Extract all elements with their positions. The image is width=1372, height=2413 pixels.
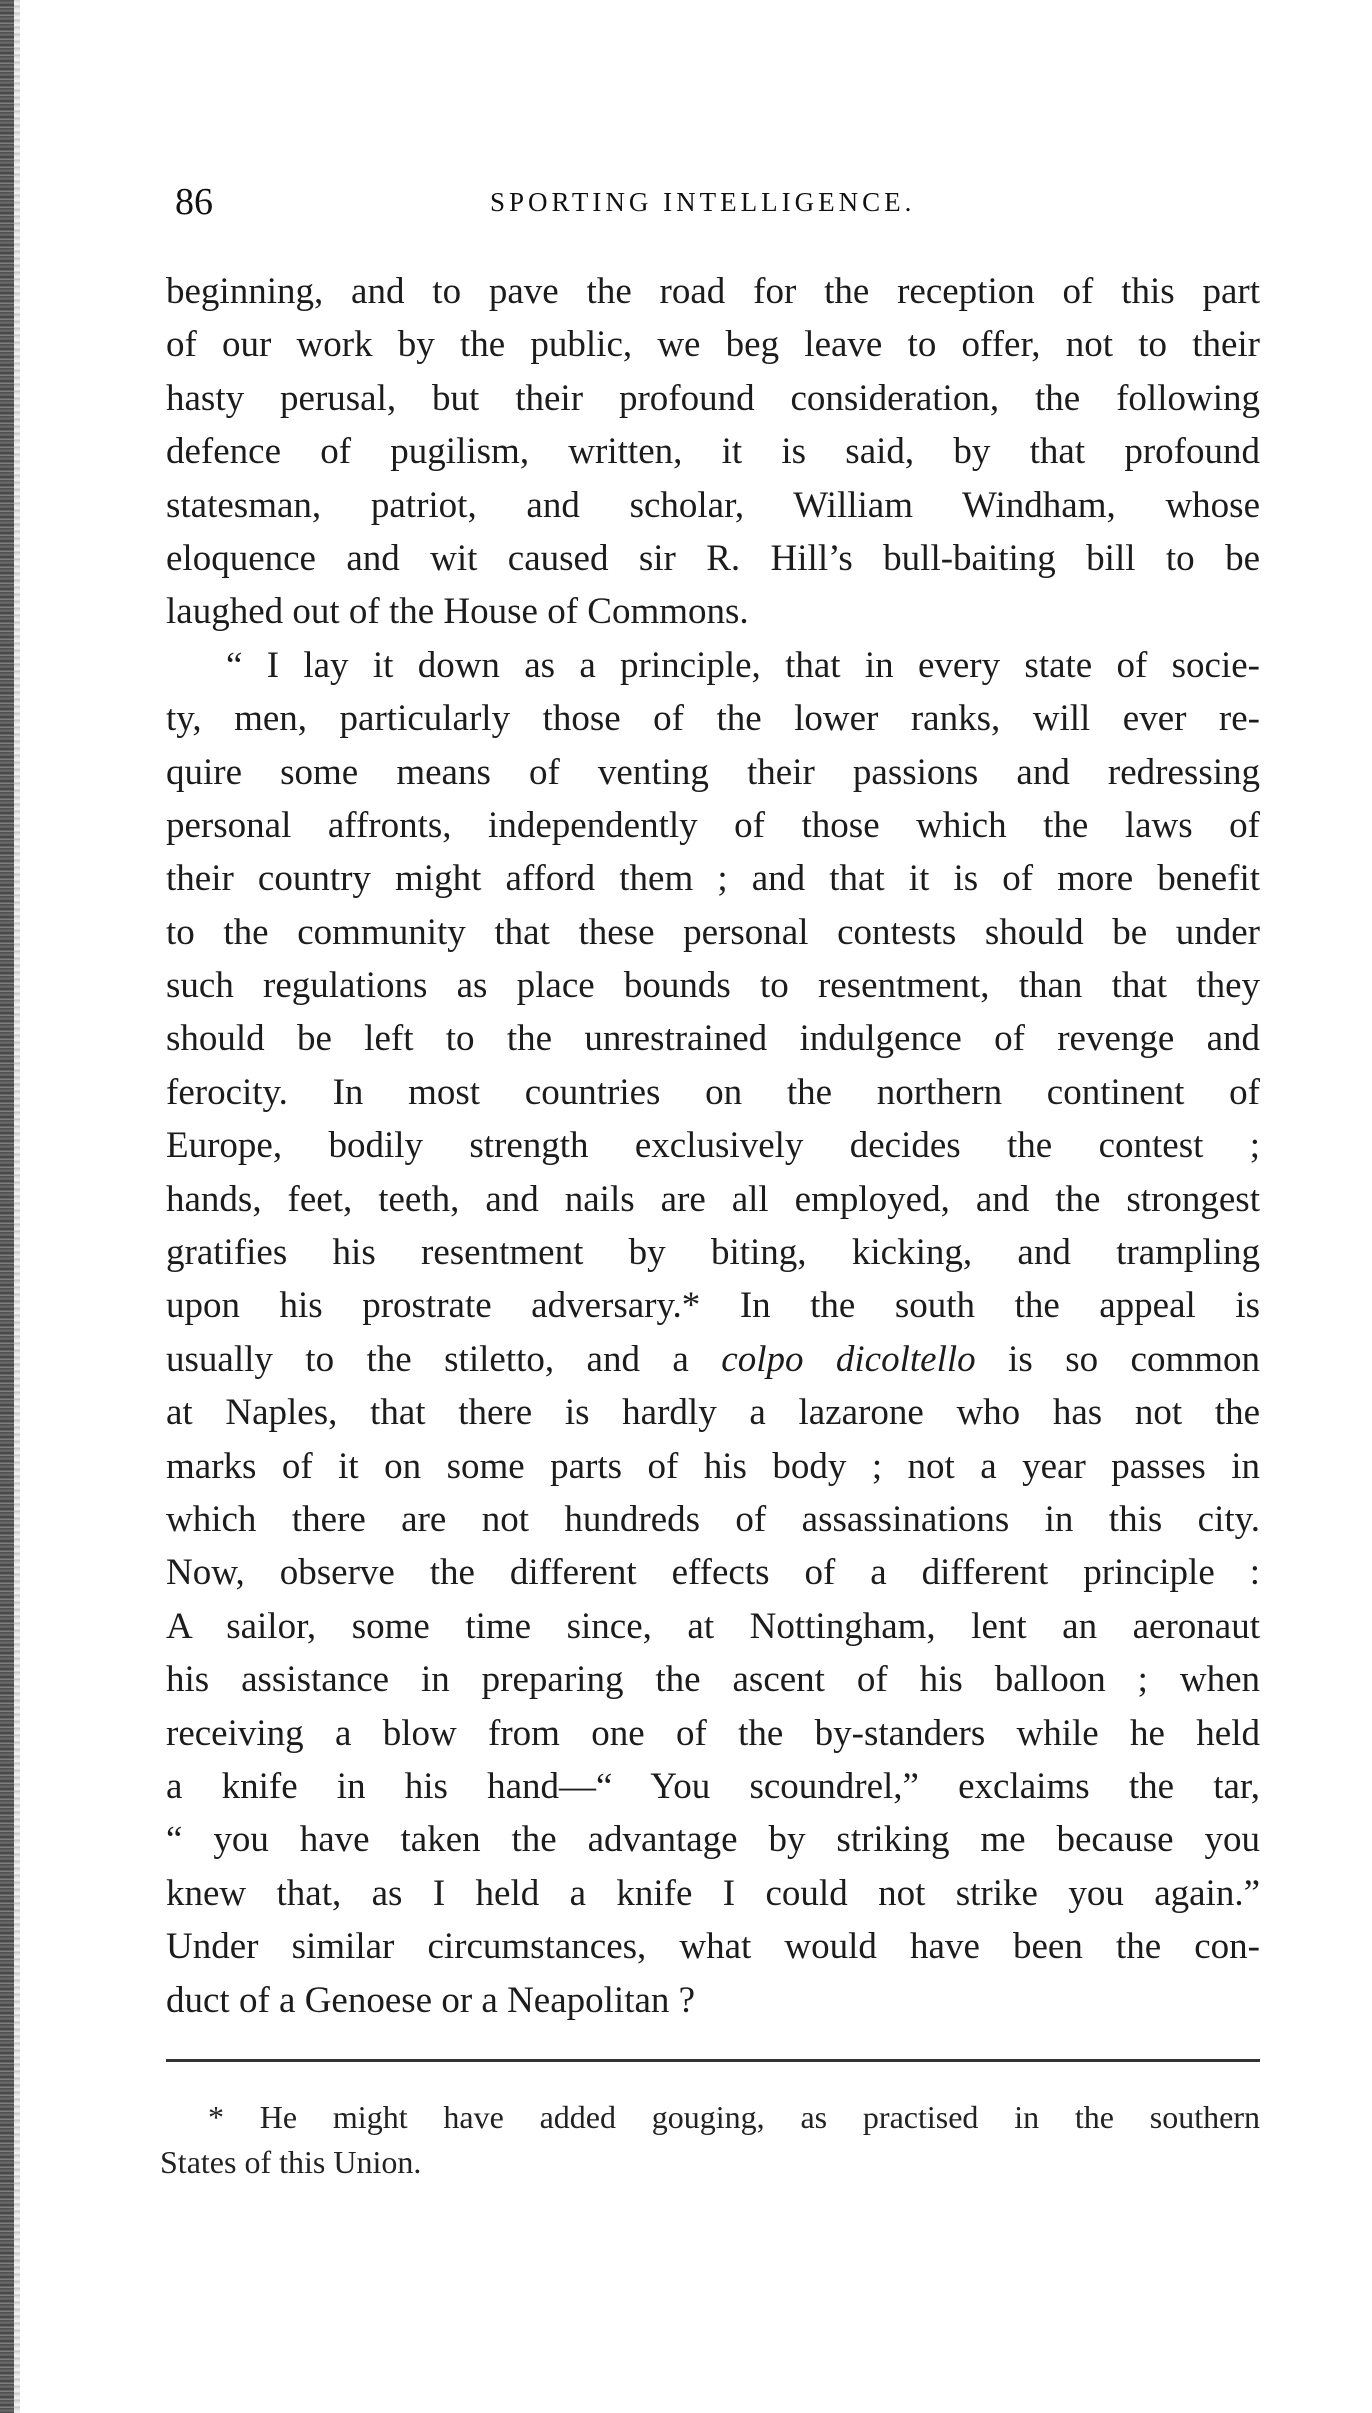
- text-line: gratifies his resentment by biting, kicking, and trampling: [166, 1232, 1260, 1274]
- text-line: “ you have taken the advantage by striking me because you: [166, 1819, 1260, 1861]
- text-line: duct of a Genoese or a Neapolitan ?: [166, 1979, 696, 2021]
- text-line: his assistance in preparing the ascent of his balloon ; when: [166, 1659, 1260, 1701]
- text-line: at Naples, that there is hardly a lazarone who has not the: [166, 1392, 1260, 1434]
- text-line: their country might afford them ; and that it is of more benefit: [166, 858, 1260, 900]
- page-number: 86: [175, 181, 213, 223]
- book-spine-edge: [0, 0, 14, 2413]
- text-line: defence of pugilism, written, it is said, by that profound: [166, 431, 1260, 473]
- text-line: hasty perusal, but their profound consideration, the following: [166, 377, 1260, 419]
- footnote-divider: [166, 2059, 1260, 2062]
- text-line: receiving a blow from one of the by-standers while he held: [166, 1712, 1260, 1754]
- text-line: hands, feet, teeth, and nails are all employed, and the strongest: [166, 1178, 1260, 1220]
- text-line: marks of it on some parts of his body ; not a year passes in: [166, 1445, 1260, 1487]
- main-text: [166, 265, 1260, 2027]
- text-line: Under similar circumstances, what would have been the con-: [166, 1926, 1260, 1968]
- text-line: Now, observe the different effects of a different principle :: [166, 1552, 1260, 1594]
- text-line: of our work by the public, we beg leave to offer, not to their: [166, 324, 1260, 366]
- text-line: ty, men, particularly those of the lower ranks, will ever re-: [166, 698, 1260, 740]
- footnote-line: States of this Union.: [160, 2144, 422, 2180]
- running-title: SPORTING INTELLIGENCE.: [490, 187, 916, 217]
- text-line: to the community that these personal contests should be under: [166, 911, 1260, 953]
- text-line: should be left to the unrestrained indulgence of revenge and: [166, 1018, 1260, 1060]
- text-line: quire some means of venting their passions and redressing: [166, 751, 1260, 793]
- text-segment: is so common: [1008, 1338, 1261, 1380]
- italic-phrase: colpo dicoltello: [721, 1338, 976, 1380]
- text-line: statesman, patriot, and scholar, William Windham, whose: [166, 484, 1260, 526]
- text-line: which there are not hundreds of assassinations in this city.: [166, 1498, 1260, 1540]
- text-segment: usually to the stiletto, and a: [166, 1338, 689, 1380]
- text-line: eloquence and wit caused sir R. Hill’s bull-baiting bill to be: [166, 537, 1260, 579]
- text-line: upon his prostrate adversary.* In the south the appeal is: [166, 1285, 1260, 1327]
- text-line: a knife in his hand—“ You scoundrel,” exclaims the tar,: [166, 1765, 1260, 1807]
- book-gutter-shadow: [14, 0, 20, 2413]
- footnote-line: * He might have added gouging, as practised in the southern: [208, 2099, 1260, 2135]
- text-line: such regulations as place bounds to resentment, than that they: [166, 965, 1260, 1007]
- text-line: knew that, as I held a knife I could not strike you again.”: [166, 1872, 1260, 1914]
- text-line: laughed out of the House of Commons.: [166, 591, 749, 633]
- text-line: Europe, bodily strength exclusively decides the contest ;: [166, 1125, 1260, 1167]
- text-line: “ I lay it down as a principle, that in every state of socie-: [226, 644, 1260, 686]
- text-line: ferocity. In most countries on the northern continent of: [166, 1071, 1260, 1113]
- text-line: beginning, and to pave the road for the reception of this part: [166, 271, 1260, 312]
- text-line: [166, 1333, 1260, 1386]
- footnote: [160, 2095, 1260, 2185]
- text-line: A sailor, some time since, at Nottingham, lent an aeronaut: [166, 1605, 1260, 1647]
- text-line: personal affronts, independently of those which the laws of: [166, 804, 1260, 846]
